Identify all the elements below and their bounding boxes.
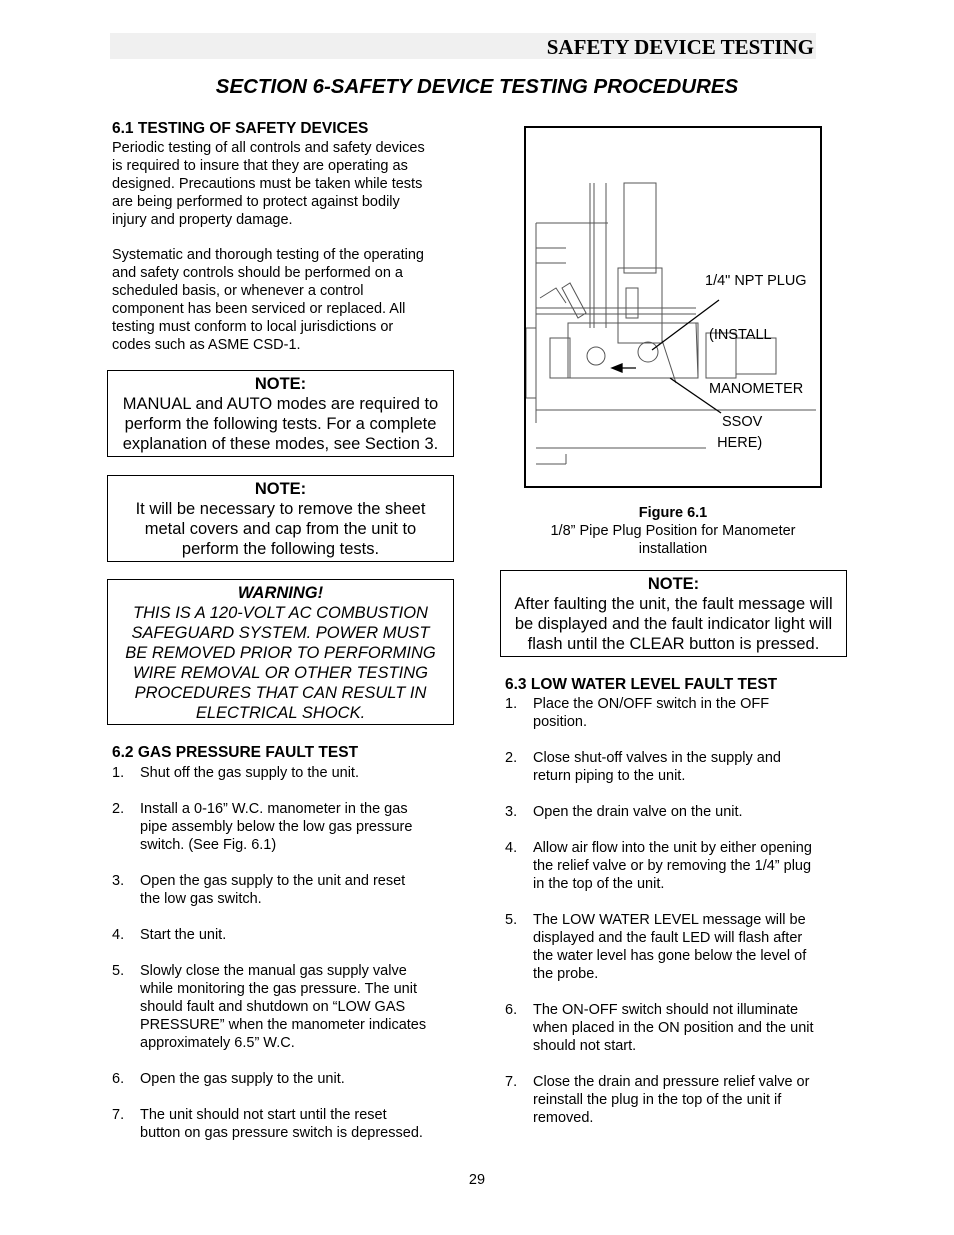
list-text-line: in the top of the unit. [533,876,665,892]
note-line: perform the following tests. [181,540,380,558]
list-text-line: The LOW WATER LEVEL message will be [533,912,806,928]
note-line: perform the following tests. For a complete [124,415,437,433]
note-line: metal covers and cap from the unit to [144,520,417,538]
note-line: be displayed and the fault indicator light will [514,615,833,633]
text-line: injury and property damage. [112,212,293,228]
note-line: MANUAL and AUTO modes are required to [122,395,439,413]
figure-label-plug [705,236,807,470]
section-title: SECTION 6-SAFETY DEVICE TESTING PROCEDURES [215,75,739,98]
list-text-line: pipe assembly below the low gas pressure [140,819,413,835]
list-text-line: Shut off the gas supply to the unit. [140,765,359,781]
list-text-line: the probe. [533,966,599,982]
warning-box [107,579,454,725]
warning-line: BE REMOVED PRIOR TO PERFORMING [125,644,436,662]
note-line: After faulting the unit, the fault message will [514,595,833,613]
list-text-line: Place the ON/OFF switch in the OFF [533,696,770,712]
list-text-line: should not start. [533,1038,637,1054]
note-line: It will be necessary to remove the sheet [135,500,426,518]
figure-label-ssov: SSOV [722,414,763,430]
figure-caption [500,522,846,558]
list-number: 5. [112,963,125,979]
warning-line: ELECTRICAL SHOCK. [195,704,366,722]
list-text-line: The ON-OFF switch should not illuminate [533,1002,799,1018]
list-text-line: while monitoring the gas pressure. The unit [140,981,417,997]
list-text-line: position. [533,714,588,730]
list-item [112,764,462,782]
text-line: codes such as ASME CSD-1. [112,337,301,353]
text-line: Systematic and thorough testing of the operating [112,247,424,263]
list-text-line: reinstall the plug in the top of the unit if [533,1092,782,1108]
heading-6-2: 6.2 GAS PRESSURE FAULT TEST [112,744,359,761]
list-number: 6. [112,1071,125,1087]
note-line: flash until the CLEAR button is pressed. [527,635,820,653]
note-title: NOTE: [647,575,700,593]
text-line: component has been serviced or replaced. All [112,301,406,317]
list-item [505,1073,845,1127]
warning-line: WIRE REMOVAL OR OTHER TESTING [133,664,428,682]
list-text-line: Open the gas supply to the unit. [140,1071,345,1087]
text-line: Periodic testing of all controls and safety devices [112,140,425,156]
text-line: is required to insure that they are operating as [112,158,408,174]
list-number: 2. [112,801,125,817]
list-number: 3. [112,873,125,889]
warning-line: PROCEDURES THAT CAN RESULT IN [134,684,427,702]
list-number: 1. [505,696,518,712]
list-text-line: when placed in the ON position and the unit [533,1020,814,1036]
list-number: 7. [505,1074,518,1090]
gas-pressure-steps [112,764,462,1160]
heading-6-3: 6.3 LOW WATER LEVEL FAULT TEST [505,676,778,693]
header-title: SAFETY DEVICE TESTING [546,35,814,59]
list-text-line: the low gas switch. [140,891,262,907]
warning-title: WARNING! [237,584,324,602]
list-text-line: return piping to the unit. [533,768,686,784]
text-line: designed. Precautions must be taken while tests [112,176,423,192]
note-box-covers [107,475,454,562]
list-item [112,962,462,1052]
text-line: and safety controls should be performed on a [112,265,403,281]
list-item [505,803,845,821]
warning-line: THIS IS A 120-VOLT AC COMBUSTION [133,604,428,622]
list-text-line: Allow air flow into the unit by either opening [533,840,812,856]
list-item [505,1001,845,1055]
warning-line: SAFEGUARD SYSTEM. POWER MUST [131,624,430,642]
label-line: (INSTALL [705,327,772,343]
list-text-line: the relief valve or by removing the 1/4” plug [533,858,812,874]
caption-line: installation [638,541,708,557]
list-item [112,926,462,944]
text-line: scheduled basis, or whenever a control [112,283,364,299]
text-line: testing must conform to local jurisdictions or [112,319,394,335]
list-item [505,911,845,983]
list-text-line: Start the unit. [140,927,227,943]
heading-6-1: 6.1 TESTING OF SAFETY DEVICES [112,120,369,137]
paragraph-6-1-a [112,139,425,229]
text-line: are being performed to protect against bodily [112,194,400,210]
note-title: NOTE: [254,375,307,393]
list-text-line: removed. [533,1110,594,1126]
page-number: 29 [468,1172,486,1188]
note-line: explanation of these modes, see Section 3. [122,435,439,453]
list-text-line: should fault and shutdown on “LOW GAS [140,999,406,1015]
list-item [505,839,845,893]
list-text-line: switch. (See Fig. 6.1) [140,837,277,853]
list-number: 4. [505,840,518,856]
note-title: NOTE: [254,480,307,498]
list-text-line: PRESSURE” when the manometer indicates [140,1017,427,1033]
list-text-line: the water level has gone below the level of [533,948,807,964]
list-number: 7. [112,1107,125,1123]
list-text-line: Install a 0-16” W.C. manometer in the gas [140,801,408,817]
paragraph-6-1-b [112,246,424,354]
list-number: 4. [112,927,125,943]
list-text-line: Close shut-off valves in the supply and [533,750,781,766]
list-text-line: Slowly close the manual gas supply valve [140,963,407,979]
list-item [112,1106,462,1142]
list-item [112,1070,462,1088]
label-line: HERE) [705,435,763,451]
list-item [112,872,462,908]
list-text-line: Open the drain valve on the unit. [533,804,743,820]
label-line: 1/4" NPT PLUG [705,273,807,289]
list-item [505,749,845,785]
list-text-line: approximately 6.5” W.C. [140,1035,295,1051]
note-box-modes [107,370,454,457]
list-text-line: displayed and the fault LED will flash after [533,930,803,946]
list-item [505,695,845,731]
label-line: MANOMETER [705,381,804,397]
low-water-steps [505,695,845,1145]
list-number: 1. [112,765,125,781]
list-text-line: button on gas pressure switch is depressed. [140,1125,423,1141]
list-text-line: The unit should not start until the reset [140,1107,387,1123]
figure-caption-title: Figure 6.1 [638,505,708,521]
list-text-line: Close the drain and pressure relief valve or [533,1074,810,1090]
caption-line: 1/8” Pipe Plug Position for Manometer [550,523,796,539]
list-number: 6. [505,1002,518,1018]
note-box-fault [500,570,847,657]
list-text-line: Open the gas supply to the unit and reset [140,873,406,889]
list-number: 2. [505,750,518,766]
list-number: 5. [505,912,518,928]
list-number: 3. [505,804,518,820]
list-item [112,800,462,854]
